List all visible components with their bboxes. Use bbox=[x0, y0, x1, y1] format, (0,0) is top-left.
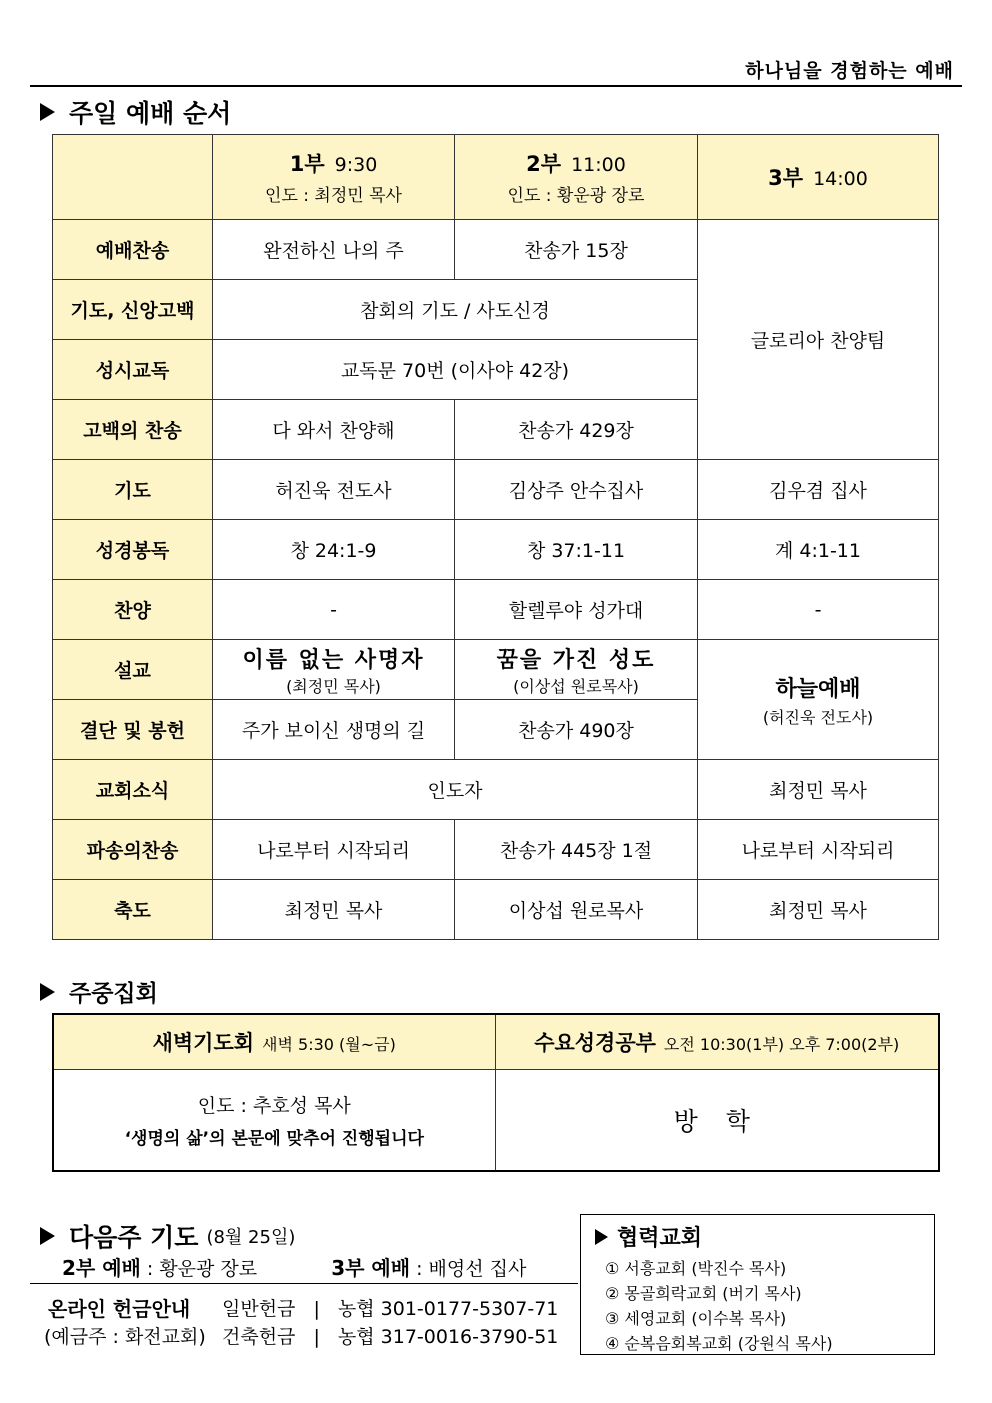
table-cell: 최정민 목사 bbox=[213, 880, 455, 940]
bulletin-header-title: 하나님을 경험하는 예배 bbox=[745, 60, 954, 82]
offering-general-row bbox=[222, 1294, 558, 1321]
table-cell: 나로부터 시작되리 bbox=[698, 820, 939, 880]
table-cell: 교독문 70번 (이사야 42장) bbox=[213, 340, 698, 400]
table-cell: 찬송가 490장 bbox=[455, 700, 698, 760]
next-prayer-title-text: 다음주 기도 bbox=[69, 1223, 199, 1252]
weekly-meetings-table bbox=[52, 1013, 940, 1172]
next-prayer-date: (8월 25일) bbox=[206, 1227, 296, 1248]
table-cell: 나로부터 시작되리 bbox=[213, 820, 455, 880]
sermon-1-cell bbox=[213, 640, 455, 700]
service-1-leader: 인도 : 최정민 목사 bbox=[265, 186, 402, 206]
header-divider bbox=[30, 85, 962, 87]
sunday-service-table bbox=[52, 134, 939, 940]
table-cell: 창 37:1-11 bbox=[455, 520, 698, 580]
weekly-header-row bbox=[53, 1014, 939, 1070]
row-label: 성시교독 bbox=[53, 340, 213, 400]
service-3-header bbox=[698, 135, 939, 220]
triangle-bullet-icon bbox=[40, 1227, 55, 1245]
partner-churches-list bbox=[605, 1256, 924, 1356]
table-cell: 주가 보이신 생명의 길 bbox=[213, 700, 455, 760]
table-cell: - bbox=[698, 580, 939, 640]
table-row bbox=[53, 520, 939, 580]
table-cell: 김상주 안수집사 bbox=[455, 460, 698, 520]
next-prayer-s3-value: : 배영선 집사 bbox=[410, 1258, 527, 1280]
dawn-prayer-time: 새벽 5:30 (월~금) bbox=[262, 1035, 396, 1054]
table-cell: 최정민 목사 bbox=[698, 880, 939, 940]
table-cell: - bbox=[213, 580, 455, 640]
sermon-2-title: 꿈을 가진 성도 bbox=[496, 647, 656, 673]
dawn-prayer-title: 새벽기도회 bbox=[152, 1031, 255, 1055]
heaven-worship-title: 하늘예배 bbox=[775, 676, 861, 702]
partner-churches-box bbox=[580, 1214, 935, 1355]
list-item: ④ 순복음회복교회 (강원식 목사) bbox=[605, 1334, 833, 1353]
row-label: 고백의 찬송 bbox=[53, 400, 213, 460]
row-label: 교회소식 bbox=[53, 760, 213, 820]
next-prayer-divider bbox=[30, 1283, 578, 1284]
sermon-2-cell bbox=[455, 640, 698, 700]
wednesday-study-status: 방 학 bbox=[673, 1107, 760, 1136]
next-prayer-s2-label: 2부 예배 bbox=[62, 1256, 141, 1280]
table-cell: 참회의 기도 / 사도신경 bbox=[213, 280, 698, 340]
table-cell: 찬송가 429장 bbox=[455, 400, 698, 460]
row-label: 기도 bbox=[53, 460, 213, 520]
table-cell: 창 24:1-9 bbox=[213, 520, 455, 580]
table-cell: 완전하신 나의 주 bbox=[213, 220, 455, 280]
triangle-bullet-icon bbox=[40, 983, 55, 1001]
service-1-name: 1부 bbox=[289, 152, 325, 176]
wednesday-study-time: 오전 10:30(1부) 오후 7:00(2부) bbox=[663, 1035, 900, 1054]
wednesday-study-body bbox=[495, 1070, 939, 1172]
row-label: 설교 bbox=[53, 640, 213, 700]
sermon-1-preacher: (최정민 목사) bbox=[286, 676, 381, 696]
service-2-name: 2부 bbox=[526, 152, 562, 176]
offering-title-text: 온라인 헌금안내 bbox=[48, 1297, 191, 1321]
list-item: ③ 세영교회 (이수복 목사) bbox=[605, 1309, 787, 1328]
next-prayer-s3-label: 3부 예배 bbox=[331, 1256, 411, 1280]
service-header-row bbox=[53, 135, 939, 220]
partner-churches-title bbox=[595, 1221, 924, 1252]
triangle-bullet-icon bbox=[40, 103, 55, 121]
table-row bbox=[53, 460, 939, 520]
glory-team-cell: 글로리아 찬양팀 bbox=[698, 220, 939, 460]
offering-separator: | bbox=[313, 1326, 320, 1348]
table-cell: 최정민 목사 bbox=[698, 760, 939, 820]
next-prayer-assignments bbox=[62, 1252, 526, 1281]
offering-general-label: 일반헌금 bbox=[222, 1298, 296, 1320]
triangle-bullet-icon bbox=[595, 1229, 608, 1245]
list-item: ② 몽골희락교회 (버기 목사) bbox=[605, 1284, 802, 1303]
table-row bbox=[53, 760, 939, 820]
corner-cell bbox=[53, 135, 213, 220]
service-2-leader: 인도 : 황운광 장로 bbox=[507, 186, 645, 206]
offering-building-label: 건축헌금 bbox=[222, 1326, 296, 1348]
table-cell: 계 4:1-11 bbox=[698, 520, 939, 580]
dawn-prayer-note: ‘생명의 삶’의 본문에 맞추어 진행됩니다 bbox=[124, 1129, 424, 1149]
table-row bbox=[53, 880, 939, 940]
service-1-header bbox=[213, 135, 455, 220]
service-3-name: 3부 bbox=[768, 166, 804, 190]
next-prayer-section-title bbox=[40, 1218, 295, 1254]
table-cell: 다 와서 찬양해 bbox=[213, 400, 455, 460]
table-cell: 할렐루야 성가대 bbox=[455, 580, 698, 640]
list-item: ① 서흥교회 (박진수 목사) bbox=[605, 1259, 787, 1278]
heaven-worship-cell bbox=[698, 640, 939, 760]
wednesday-study-header bbox=[495, 1014, 939, 1070]
heaven-worship-preacher: (허진욱 전도사) bbox=[762, 707, 874, 727]
table-cell: 김우겸 집사 bbox=[698, 460, 939, 520]
table-row bbox=[53, 220, 939, 280]
row-label: 예배찬송 bbox=[53, 220, 213, 280]
offering-building-row bbox=[222, 1322, 558, 1349]
offering-depositor: (예금주 : 화전교회) bbox=[44, 1326, 206, 1348]
row-label: 기도, 신앙고백 bbox=[53, 280, 213, 340]
table-cell: 인도자 bbox=[213, 760, 698, 820]
partner-title-text: 협력교회 bbox=[617, 1226, 703, 1251]
next-prayer-s2-value: : 황운광 장로 bbox=[140, 1258, 258, 1280]
dawn-prayer-leader: 인도 : 추호성 목사 bbox=[197, 1095, 351, 1117]
service-3-time: 14:00 bbox=[813, 168, 868, 190]
offering-building-account: 농협 317-0016-3790-51 bbox=[337, 1326, 559, 1348]
sermon-2-preacher: (이상섭 원로목사) bbox=[513, 676, 639, 696]
table-row bbox=[53, 580, 939, 640]
row-label: 결단 및 봉헌 bbox=[53, 700, 213, 760]
table-cell: 허진욱 전도사 bbox=[213, 460, 455, 520]
table-cell: 찬송가 445장 1절 bbox=[455, 820, 698, 880]
weekly-body-row bbox=[53, 1070, 939, 1172]
row-label: 축도 bbox=[53, 880, 213, 940]
table-cell: 이상섭 원로목사 bbox=[455, 880, 698, 940]
table-row bbox=[53, 640, 939, 700]
offering-general-account: 농협 301-0177-5307-71 bbox=[337, 1298, 559, 1320]
service-2-time: 11:00 bbox=[571, 154, 626, 176]
row-label: 파송의찬송 bbox=[53, 820, 213, 880]
sunday-service-section-title bbox=[40, 94, 231, 130]
wednesday-study-title: 수요성경공부 bbox=[534, 1031, 656, 1055]
weekly-title-text: 주중집회 bbox=[69, 981, 158, 1007]
dawn-prayer-header bbox=[53, 1014, 495, 1070]
offering-title bbox=[48, 1293, 190, 1322]
table-cell: 찬송가 15장 bbox=[455, 220, 698, 280]
table-row bbox=[53, 820, 939, 880]
dawn-prayer-body bbox=[53, 1070, 495, 1172]
sunday-service-title-text: 주일 예배 순서 bbox=[69, 99, 232, 128]
sermon-1-title: 이름 없는 사명자 bbox=[242, 647, 425, 673]
service-2-header bbox=[455, 135, 698, 220]
row-label: 성경봉독 bbox=[53, 520, 213, 580]
offering-separator: | bbox=[313, 1298, 320, 1320]
weekly-meetings-section-title bbox=[40, 975, 158, 1008]
service-1-time: 9:30 bbox=[334, 154, 378, 176]
row-label: 찬양 bbox=[53, 580, 213, 640]
